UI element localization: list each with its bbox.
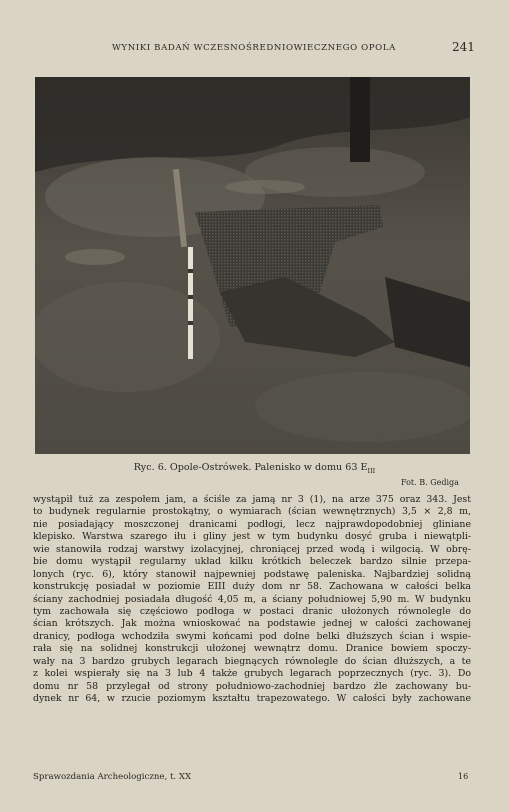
body-line: wały na 3 bardzo grubych legarach biegnących równolegle do ścian dłuższych, a te (33, 655, 471, 667)
journal-footer: Sprawozdania Archeologiczne, t. XX (33, 772, 192, 782)
body-line: klepisko. Warstwa szarego iłu i gliny jest w tym budynku dosyć gruba i niewątpli- (33, 531, 471, 543)
body-line: wie stanowiła rodzaj warstwy izolacyjnej, chroniącej przed wodą i wilgocią. W obrę- (33, 543, 471, 555)
body-line: to budynek regularnie prostokątny, o wymiarach (ścian wewnętrznych) 3,5 × 2,8 m, (33, 506, 471, 518)
page-number: 241 (452, 40, 475, 54)
figure-caption (0, 462, 509, 475)
body-line: ściany zachodniej posiadała długość 4,05 m, a ściany południowej 5,90 m. W budynku (33, 593, 471, 605)
body-line: wystąpił tuż za zespołem jam, a ściśle za jamą nr 3 (1), na arze 375 oraz 343. Jest (33, 494, 471, 505)
figure-caption-text: Ryc. 6. Opole-Ostrówek. Palenisko w domu 63 E (133, 462, 368, 473)
body-line: domu nr 58 przylegał od strony południowo-zachodniej bardzo źle zachowany bu- (33, 680, 471, 692)
body-line: dynek nr 64, w rzucie poziomym kształtu trapezowatego. W całości były zachowane (33, 693, 471, 704)
signature-mark: 16 (458, 772, 469, 781)
body-line: nie posiadający moszczonej dranicami podłogi, lecz najprawdopodobniej gliniane (33, 518, 471, 530)
body-line: ścian krótszych. Jak można wnioskować na podstawie jednej w całości zachowanej (33, 618, 471, 630)
body-line: tym zachowała się częściowo podłoga w postaci dranic ułożonych równolegle do (33, 605, 471, 617)
body-line: konstrukcję posiadał w poziomie EIII duży dom nr 58. Zachowana w całości belka (33, 581, 471, 593)
photo-credit: Fot. B. Gediga (401, 478, 459, 487)
body-line: rała się na solidnej konstrukcji ułożonej wewnątrz domu. Dranice bowiem spoczy- (33, 643, 471, 655)
body-line: bie domu wystąpił regularny układ kilku krótkich beleczek bardzo silnie przepa- (33, 556, 471, 568)
figure-caption-subscript: III (367, 466, 376, 475)
body-text (33, 494, 471, 705)
body-line: dranicy, podłoga wchodziła swymi końcami pod dolne belki dłuższych ścian i wspie- (33, 630, 471, 642)
body-line: z kolei wspierały się na 3 lub 4 także grubych legarach poprzecznych (ryc. 3). Do (33, 668, 471, 680)
running-title: WYNIKI BADAŃ WCZESNOŚREDNIOWIECZNEGO OPOLA (112, 43, 396, 53)
body-line: lonych (ryc. 6), który stanowił najpewniej podstawę paleniska. Najbardziej solidną (33, 568, 471, 580)
excavation-photo (35, 77, 470, 454)
photo-image (35, 77, 470, 454)
